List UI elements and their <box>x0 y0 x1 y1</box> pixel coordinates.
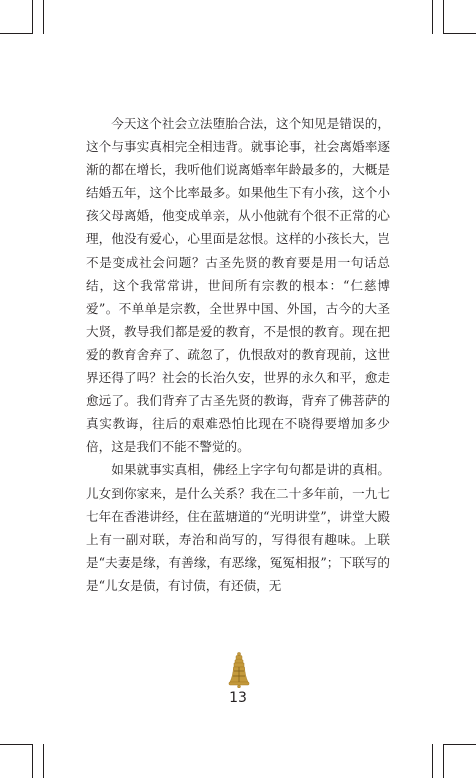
crop-mark-bottom-left-inner <box>43 744 44 778</box>
crop-mark-bottom-left-horizontal <box>0 744 32 745</box>
paragraph-2: 如果就事实真相，佛经上字字句句都是讲的真相。儿女到你家来，是什么关系？我在二十多年前，一九七七年在香港讲经，住在蓝塘道的“光明讲堂”，讲堂大殿上有一副对联，寿治和尚写的，写得很有趣味。上联是“夫妻是缘，有善缘，有恶缘，冤冤相报”；下联写的是“儿女是债，有讨债，有还债，无 <box>86 462 390 593</box>
crop-mark-bottom-right-horizontal <box>444 744 476 745</box>
crop-mark-top-left-outer <box>32 0 33 34</box>
crop-mark-bottom-right-outer <box>443 744 444 778</box>
crop-mark-bottom-right-inner <box>432 744 433 778</box>
crop-mark-top-right-horizontal <box>444 33 476 34</box>
crop-mark-top-right-inner <box>432 0 433 34</box>
bell-icon <box>226 652 252 688</box>
crop-mark-bottom-left-outer <box>32 744 33 778</box>
crop-mark-top-left-horizontal <box>0 33 32 34</box>
crop-mark-top-left-inner <box>43 0 44 34</box>
paragraph-1: 今天这个社会立法堕胎合法，这个知见是错误的，这个与事实真相完全相违背。就事论事，社会离婚率逐渐的都在增长，我听他们说离婚率年龄最多的，大概是结婚五年，这个比率最多。如果他生下有小孩，这个小孩父母离婚，他变成单亲，从小他就有个很不正常的心理，他没有爱心，心里面是忿恨。这样的小孩长大，岂不是变成社会问题？古圣先贤的教育要是用一句话总结，这个我常常讲，世间所有宗教的根本：“仁慈博爱”。不单单是宗教，全世界中国、外国，古今的大圣大贤，教导我们都是爱的教育，不是恨的教育。现在把爱的教育舍弃了、疏忽了，仇恨敌对的教育现前，这世界还得了吗？社会的长治久安，世界的永久和平，愈走愈远了。我们背弃了古圣先贤的教诲，背弃了佛菩萨的真实教诲，往后的艰难恐怕比现在不晓得要增加多少倍，这是我们不能不警觉的。 <box>86 116 390 455</box>
crop-mark-top-right-outer <box>443 0 444 34</box>
page-number: 13 <box>229 690 247 706</box>
page-body-text <box>86 112 390 597</box>
